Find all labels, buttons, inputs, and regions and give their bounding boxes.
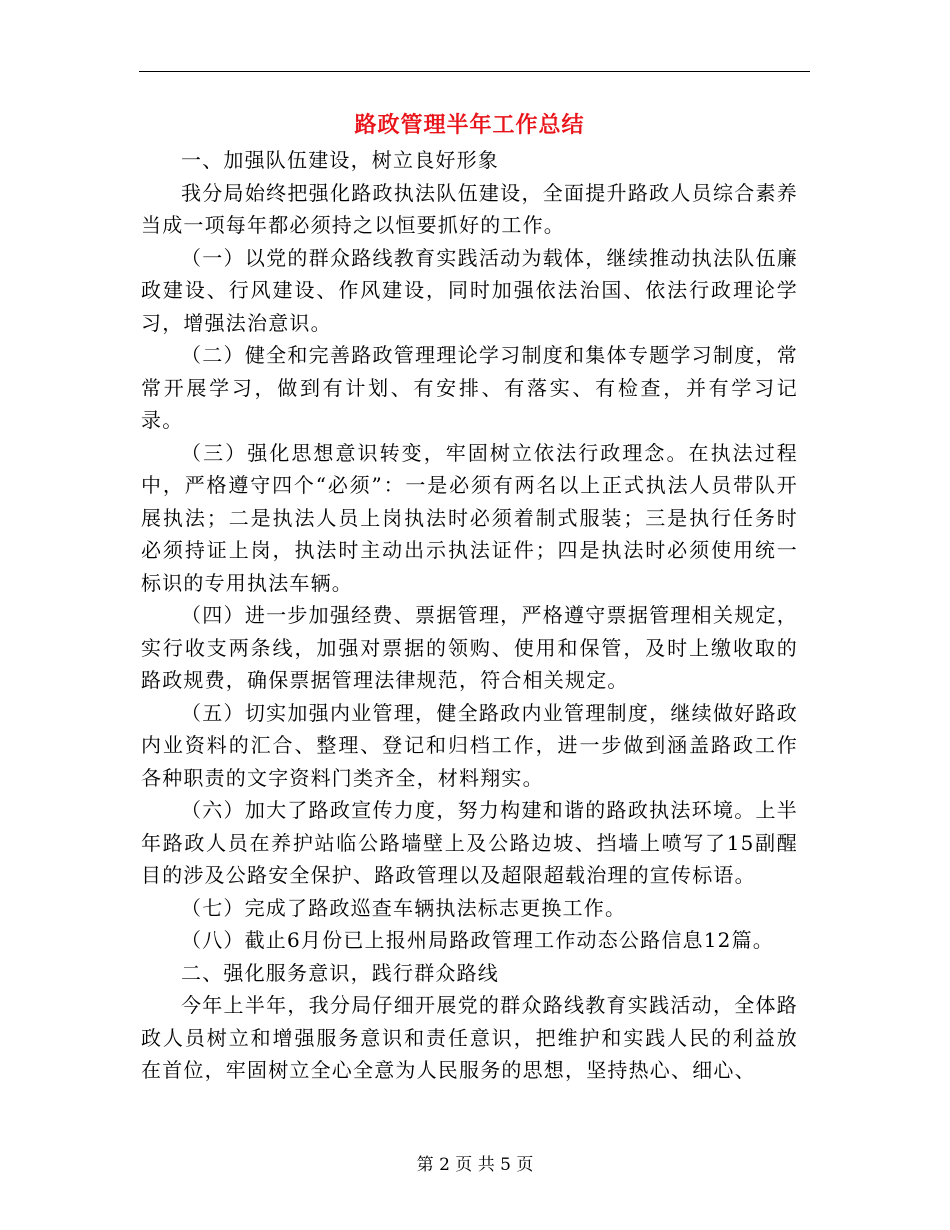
page-number-label: 第 2 页 共 5 页 (416, 1155, 534, 1175)
header-rule (139, 71, 810, 72)
paragraph: （六）加大了路政宣传力度，努力构建和谐的路政执法环境。上半年路政人员在养护站临公路墙壁上及公路边坡、挡墙上喷写了15副醒目的涉及公路安全保护、路政管理以及超限超载治理的宣传标语。 (141, 798, 798, 887)
paragraph: （四）进一步加强经费、票据管理，严格遵守票据管理相关规定，实行收支两条线，加强对票据的领购、使用和保管，及时上缴收取的路政规费，确保票据管理法律规范，符合相关规定。 (141, 603, 798, 692)
section-heading-1: 一、加强队伍建设，树立良好形象 (181, 148, 499, 172)
section-heading-2: 二、强化服务意识，践行群众路线 (181, 960, 499, 985)
paragraph: （五）切实加强内业管理，健全路政内业管理制度，继续做好路政内业资料的汇合、整理、登记和归档工作，进一步做到涵盖路政工作各种职责的文字资料门类齐全，材料翔实。 (141, 700, 798, 790)
paragraph: 今年上半年，我分局仔细开展党的群众路线教育实践活动，全体路政人员树立和增强服务意识和责任意识，把维护和实践人民的利益放在首位，牢固树立全心全意为人民服务的思想，坚持热心、细心、 (141, 993, 798, 1082)
document-title: 路政管理半年工作总结 (354, 112, 585, 138)
paragraph: （七）完成了路政巡查车辆执法标志更换工作。 (181, 895, 627, 920)
page-footer (0, 1153, 950, 1177)
paragraph: （八）截止6月份已上报州局路政管理工作动态公路信息12篇。 (181, 928, 774, 952)
document-content (141, 107, 798, 1087)
paragraph: 我分局始终把强化路政执法队伍建设，全面提升路政人员综合素养当成一项每年都必须持之以恒要抓好的工作。 (141, 180, 798, 237)
document-body (141, 144, 798, 1087)
paragraph: （三）强化思想意识转变，牢固树立依法行政理念。在执法过程中，严格遵守四个“必须”：一是必须有两名以上正式执法人员带队开展执法；二是执法人员上岗执法时必须着制式服装；三是执行任务时必须持证上岗，执法时主动出示执法证件；四是执法时必须使用统一标识的专用执法车辆。 (141, 440, 798, 595)
paragraph: （二）健全和完善路政管理理论学习制度和集体专题学习制度，常常开展学习，做到有计划、有安排、有落实、有检查，并有学习记录。 (141, 343, 798, 432)
paragraph: （一）以党的群众路线教育实践活动为载体，继续推动执法队伍廉政建设、行风建设、作风建设，同时加强依法治国、依法行政理论学习，增强法治意识。 (141, 245, 798, 335)
